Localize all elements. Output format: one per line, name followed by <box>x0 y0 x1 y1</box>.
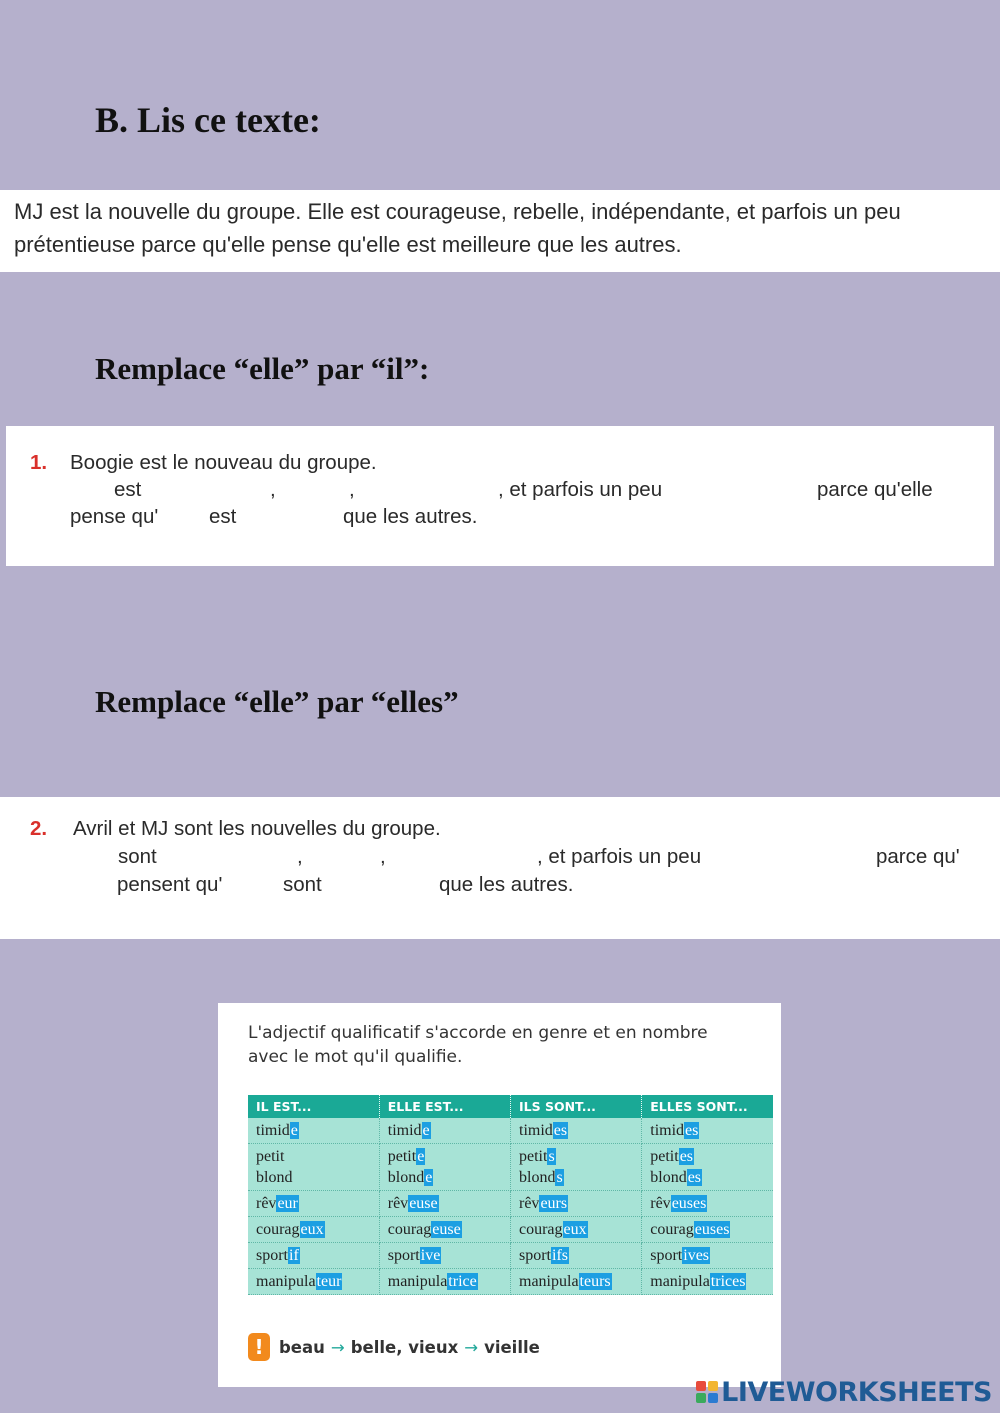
grammar-intro: L'adjectif qualificatif s'accorde en genre et en nombre avec le mot qu'il qualifie. <box>248 1023 708 1067</box>
irregular-note <box>248 1333 540 1361</box>
table-header-4: ELLES SONT... <box>642 1095 773 1118</box>
exercise-2-comma-1: , <box>297 845 303 868</box>
table-cell <box>511 1243 642 1269</box>
adjective-ending: euses <box>694 1221 730 1238</box>
adjective-form <box>256 1245 379 1266</box>
adjective-ending: e <box>422 1122 430 1139</box>
adjective-form <box>388 1120 510 1141</box>
adjective-stem: blond <box>650 1169 687 1186</box>
adjective-stem: courag <box>387 1221 432 1238</box>
section-title: B. Lis ce texte: <box>95 100 321 140</box>
adjective-form <box>519 1193 641 1214</box>
adjective-ending: s <box>556 1169 563 1186</box>
table-header-1: IL EST... <box>248 1095 379 1118</box>
adjective-ending: es <box>687 1169 702 1186</box>
adjective-stem: timid <box>256 1122 290 1139</box>
table-cell <box>379 1217 510 1243</box>
adjective-form <box>256 1271 379 1292</box>
exercise-2-parce-que: parce qu' <box>876 845 960 868</box>
table-row <box>248 1269 773 1295</box>
reading-text-line-2: prétentieuse parce qu'elle pense qu'elle est meilleure que les autres. <box>14 232 682 257</box>
exercise-1-comma-2: , <box>349 478 355 501</box>
adjective-ending: es <box>679 1148 694 1165</box>
exercise-1-sentence: Boogie est le nouveau du groupe. <box>70 451 377 474</box>
table-cell <box>511 1144 642 1191</box>
warning-icon: ! <box>248 1333 270 1361</box>
adjective-stem: rêv <box>650 1195 671 1212</box>
adjective-ending: ive <box>420 1247 441 1264</box>
table-cell <box>379 1118 510 1144</box>
exercise-2-comma-2: , <box>380 845 386 868</box>
adjective-stem: blond <box>256 1169 293 1186</box>
adjective-form <box>519 1271 641 1292</box>
liveworksheets-logo <box>696 1377 992 1407</box>
adjective-ending: ives <box>683 1247 710 1264</box>
table-cell <box>511 1118 642 1144</box>
adjective-ending: trice <box>448 1273 477 1290</box>
table-header-3: ILS SONT... <box>511 1095 642 1118</box>
table-header-2: ELLE EST... <box>379 1095 510 1118</box>
table-cell <box>642 1118 773 1144</box>
adjective-ending: es <box>553 1122 568 1139</box>
adjective-form <box>256 1219 379 1240</box>
logo-text: LIVEWORKSHEETS <box>721 1376 992 1408</box>
exercise-2-verb: sont <box>118 845 157 868</box>
adjective-ending: teurs <box>579 1273 611 1290</box>
exercise-1-que-les-autres: que les autres. <box>343 505 478 528</box>
adjective-form <box>388 1193 510 1214</box>
adjective-form <box>519 1167 641 1188</box>
adjective-agreement-table <box>248 1095 773 1295</box>
adjective-stem: timid <box>519 1122 553 1139</box>
table-cell <box>248 1217 379 1243</box>
adjective-stem: petit <box>650 1148 679 1165</box>
adjective-form <box>650 1271 773 1292</box>
exercise-2-pensent: pensent qu' <box>117 873 223 896</box>
reading-text-line-1: MJ est la nouvelle du groupe. Elle est courageuse, rebelle, indépendante, et parfois un peu <box>14 199 901 224</box>
adjective-stem: rêv <box>387 1195 409 1212</box>
adjective-ending: euse <box>432 1221 461 1238</box>
exercise-2-sentence: Avril et MJ sont les nouvelles du groupe. <box>73 817 441 840</box>
arrow-icon: → <box>330 1337 345 1357</box>
table-cell <box>379 1144 510 1191</box>
adjective-form <box>388 1271 510 1292</box>
adjective-ending: e <box>417 1148 425 1165</box>
table-row <box>248 1118 773 1144</box>
note-part-1: beau <box>279 1337 325 1357</box>
adjective-ending: euse <box>409 1195 438 1212</box>
table-cell <box>379 1191 510 1217</box>
adjective-stem: petit <box>256 1148 285 1165</box>
adjective-stem: courag <box>650 1221 694 1238</box>
adjective-form <box>388 1245 510 1266</box>
adjective-ending: if <box>289 1247 299 1264</box>
table-cell <box>511 1269 642 1295</box>
adjective-stem: blond <box>387 1169 425 1186</box>
adjective-stem: manipula <box>256 1273 316 1290</box>
exercise-2-panel <box>0 797 1000 939</box>
adjective-stem: sport <box>650 1247 683 1264</box>
adjective-form <box>650 1146 773 1167</box>
adjective-stem: courag <box>519 1221 563 1238</box>
exercise-2-que-les-autres: que les autres. <box>439 873 574 896</box>
exercise-1-number: 1. <box>30 451 48 474</box>
table-cell <box>511 1191 642 1217</box>
exercise-2-heading: Remplace “elle” par “elles” <box>95 684 459 719</box>
exercise-1-comma-1: , <box>270 478 276 501</box>
adjective-form <box>256 1120 379 1141</box>
adjective-form <box>256 1193 379 1214</box>
adjective-form <box>256 1146 379 1167</box>
table-cell <box>642 1217 773 1243</box>
exercise-1-est: est <box>209 505 237 528</box>
adjective-form <box>650 1167 773 1188</box>
adjective-stem: timid <box>387 1122 422 1139</box>
adjective-stem: sport <box>387 1247 420 1264</box>
adjective-ending: euses <box>671 1195 707 1212</box>
adjective-stem: manipula <box>387 1273 448 1290</box>
arrow-icon: → <box>464 1337 479 1357</box>
adjective-form <box>519 1120 641 1141</box>
adjective-form <box>388 1167 510 1188</box>
adjective-ending: eux <box>300 1221 324 1238</box>
adjective-form <box>519 1146 641 1167</box>
adjective-stem: timid <box>650 1122 685 1139</box>
table-cell <box>248 1191 379 1217</box>
adjective-ending: eux <box>563 1221 587 1238</box>
adjective-form <box>650 1219 773 1240</box>
exercise-1-heading: Remplace “elle” par “il”: <box>95 351 430 386</box>
table-cell <box>248 1118 379 1144</box>
table-cell <box>248 1269 379 1295</box>
table-cell <box>379 1243 510 1269</box>
adjective-ending: trices <box>710 1273 746 1290</box>
exercise-1-pense: pense qu' <box>70 505 159 528</box>
adjective-stem: courag <box>256 1221 300 1238</box>
adjective-ending: e <box>290 1122 298 1139</box>
adjective-stem: petit <box>387 1148 417 1165</box>
adjective-stem: rêv <box>256 1195 277 1212</box>
table-cell <box>379 1269 510 1295</box>
adjective-form <box>650 1193 773 1214</box>
exercise-1-connector: , et parfois un peu <box>498 478 663 501</box>
table-cell <box>642 1269 773 1295</box>
exercise-1-verb: est <box>114 478 142 501</box>
adjective-form <box>519 1245 641 1266</box>
table-cell <box>511 1217 642 1243</box>
exercise-1-parce-que: parce qu'elle <box>817 478 933 501</box>
table-row <box>248 1217 773 1243</box>
adjective-form <box>650 1245 773 1266</box>
exercise-1-panel <box>6 426 994 566</box>
adjective-stem: sport <box>256 1247 288 1264</box>
adjective-stem: petit <box>519 1148 548 1165</box>
adjective-stem: manipula <box>650 1273 710 1290</box>
table-cell <box>642 1243 773 1269</box>
adjective-ending: e <box>425 1169 433 1186</box>
adjective-form <box>650 1120 773 1141</box>
note-part-2: belle, vieux <box>350 1337 459 1357</box>
adjective-ending: es <box>685 1122 699 1139</box>
exercise-2-number: 2. <box>30 817 48 840</box>
adjective-form <box>388 1219 510 1240</box>
table-cell <box>642 1191 773 1217</box>
adjective-ending: ifs <box>552 1247 568 1264</box>
adjective-ending: teur <box>316 1273 342 1290</box>
adjective-form <box>388 1146 510 1167</box>
adjective-stem: blond <box>519 1169 556 1186</box>
adjective-stem: sport <box>519 1247 551 1264</box>
note-part-3: vieille <box>484 1337 540 1357</box>
adjective-ending: eur <box>277 1195 298 1212</box>
table-row <box>248 1191 773 1217</box>
adjective-stem: rêv <box>519 1195 540 1212</box>
adjective-stem: manipula <box>519 1273 579 1290</box>
grammar-card <box>218 1003 781 1387</box>
table-cell <box>248 1243 379 1269</box>
table-cell <box>248 1144 379 1191</box>
adjective-ending: eurs <box>540 1195 568 1212</box>
table-row <box>248 1243 773 1269</box>
logo-mark-icon <box>696 1381 718 1403</box>
reading-text-panel <box>0 190 1000 272</box>
adjective-form <box>519 1219 641 1240</box>
exercise-2-connector: , et parfois un peu <box>537 845 702 868</box>
adjective-ending: s <box>548 1148 555 1165</box>
adjective-form <box>256 1167 379 1188</box>
table-row <box>248 1144 773 1191</box>
table-cell <box>642 1144 773 1191</box>
exercise-2-sont: sont <box>283 873 322 896</box>
